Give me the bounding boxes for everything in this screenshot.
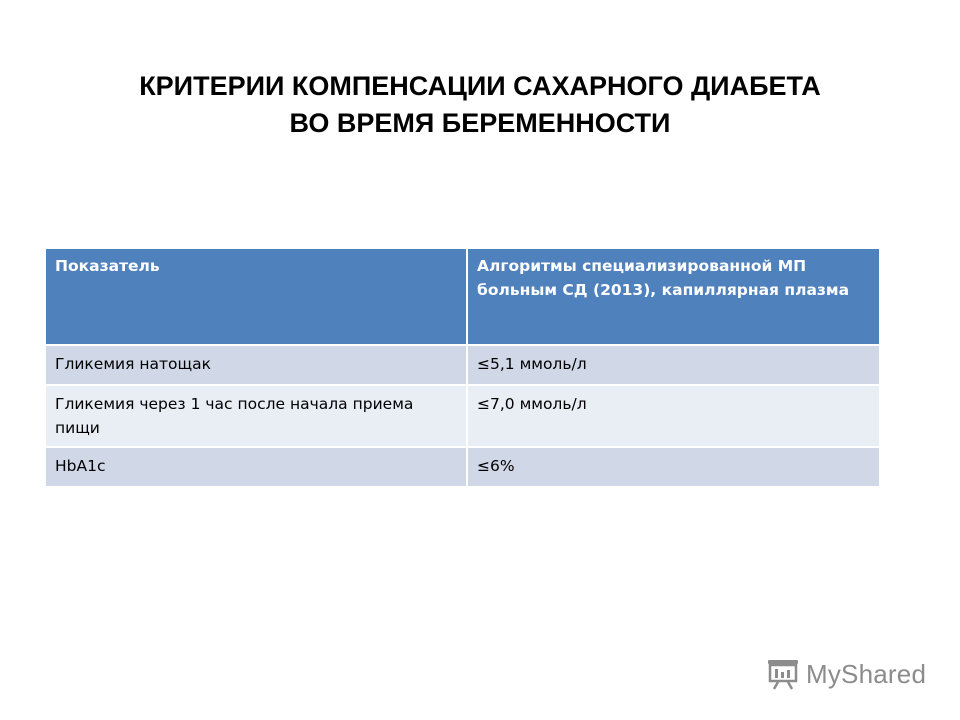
slide-title-line-2: ВО ВРЕМЯ БЕРЕМЕННОСТИ <box>289 108 671 138</box>
table-cell-indicator: HbA1c <box>45 447 467 487</box>
slide-title <box>40 68 920 142</box>
table-cell-value: ≤6% <box>467 447 880 487</box>
column-header-indicator: Показатель <box>45 248 467 345</box>
table-row <box>45 345 880 385</box>
watermark-text: MyShared <box>806 658 927 689</box>
myshared-watermark <box>766 656 926 692</box>
slide-title-line-1: КРИТЕРИИ КОМПЕНСАЦИИ САХАРНОГО ДИАБЕТА <box>139 71 821 101</box>
projector-screen-icon <box>766 658 800 690</box>
table-header-row <box>45 248 880 345</box>
table-cell-indicator: Гликемия натощак <box>45 345 467 385</box>
table-cell-value: ≤7,0 ммоль/л <box>467 385 880 447</box>
table-row <box>45 385 880 447</box>
table-row <box>45 447 880 487</box>
criteria-table <box>44 247 881 488</box>
column-header-algorithm: Алгоритмы специализированной МП больным СД (2013), капиллярная плазма <box>467 248 880 345</box>
table-cell-indicator: Гликемия через 1 час после начала приема пищи <box>45 385 467 447</box>
table-cell-value: ≤5,1 ммоль/л <box>467 345 880 385</box>
